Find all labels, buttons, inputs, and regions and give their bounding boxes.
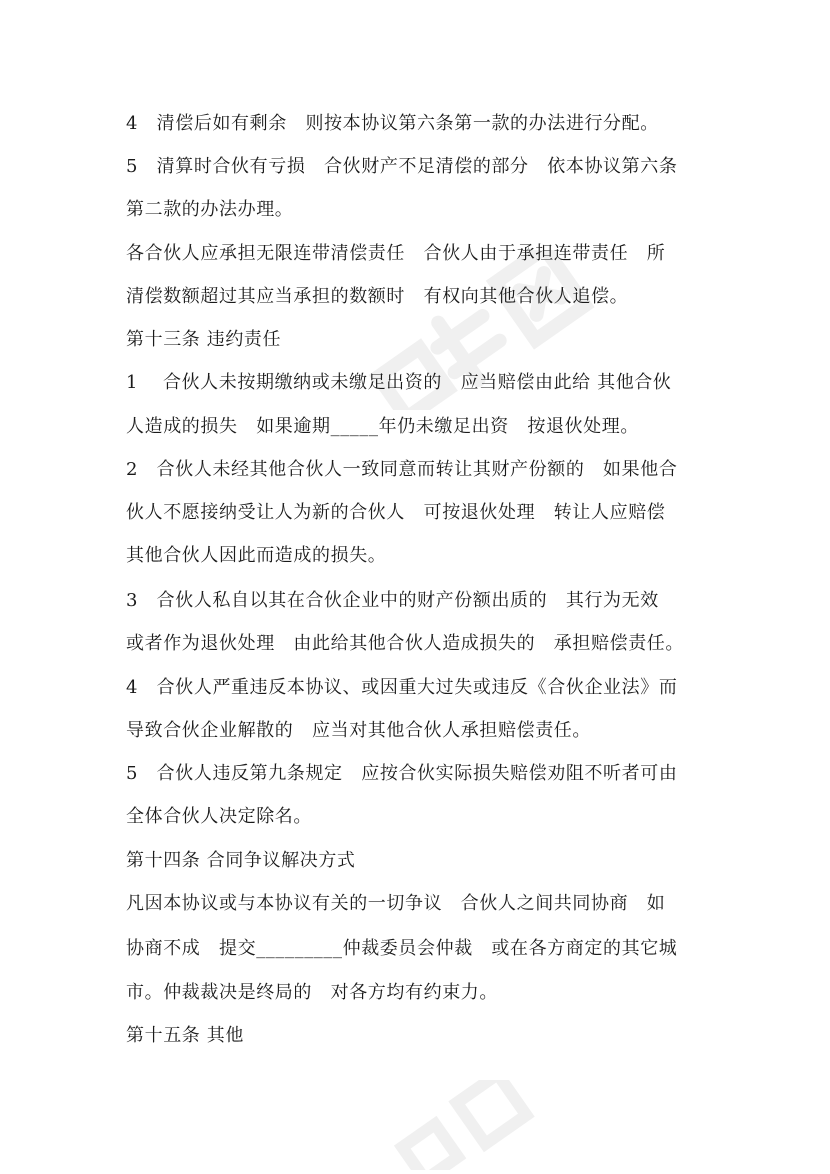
text-line-14: 4 合伙人严重违反本协议、或因重大过失或违反《合伙企业法》而 (126, 677, 678, 698)
article-14-heading: 第十四条 合同争议解决方式 (126, 850, 356, 871)
text-line-15: 导致合伙企业解散的 应当对其他合伙人承担赔偿责任。 (126, 720, 591, 741)
text-line-4: 各合伙人应承担无限连带清偿责任 合伙人由于承担连带责任 所 (126, 243, 666, 264)
text-line-9: 2 合伙人未经其他合伙人一致同意而转让其财产份额的 如果他合 (126, 459, 678, 480)
article-13-heading: 第十三条 违约责任 (126, 329, 282, 350)
text-line-7: 1 合伙人未按期缴纳或未缴足出资的 应当赔偿由此给 其他合伙 (126, 372, 672, 393)
text-line-13: 或者作为退伙处理 由此给其他合伙人造成损失的 承担赔偿责任。 (126, 633, 684, 654)
text-line-20: 协商不成 提交_________仲裁委员会仲裁 或在各方商定的其它城 (126, 938, 678, 959)
text-line-11: 其他合伙人因此而造成的损失。 (126, 545, 387, 566)
article-15-heading: 第十五条 其他 (126, 1025, 244, 1046)
text-line-17: 全体合伙人决定除名。 (126, 806, 312, 827)
text-line-8: 人造成的损失 如果逾期_____年仍未缴足出资 按退伙处理。 (126, 416, 639, 437)
text-line-21: 市。仲裁裁决是终局的 对各方均有约束力。 (126, 982, 498, 1003)
text-line-10: 伙人不愿接纳受让人为新的合伙人 可按退伙处理 转让人应赔偿 (126, 502, 666, 523)
text-line-2: 5 清算时合伙有亏损 合伙财产不足清偿的部分 依本协议第六条 (126, 156, 678, 177)
watermark-graphic-bottom (360, 1080, 560, 1170)
text-line-3: 第二款的办法办理。 (126, 199, 294, 220)
text-line-19: 凡因本协议或与本协议有关的一切争议 合伙人之间共同协商 如 (126, 893, 666, 914)
text-line-5: 清偿数额超过其应当承担的数额时 有权向其他合伙人追偿。 (126, 286, 629, 307)
text-line-12: 3 合伙人私自以其在合伙企业中的财产份额出质的 其行为无效 (126, 590, 659, 611)
text-line-16: 5 合伙人违反第九条规定 应按合伙实际损失赔偿劝阻不听者可由 (126, 763, 678, 784)
text-line-1: 4 清偿后如有剩余 则按本协议第六条第一款的办法进行分配。 (126, 113, 659, 134)
